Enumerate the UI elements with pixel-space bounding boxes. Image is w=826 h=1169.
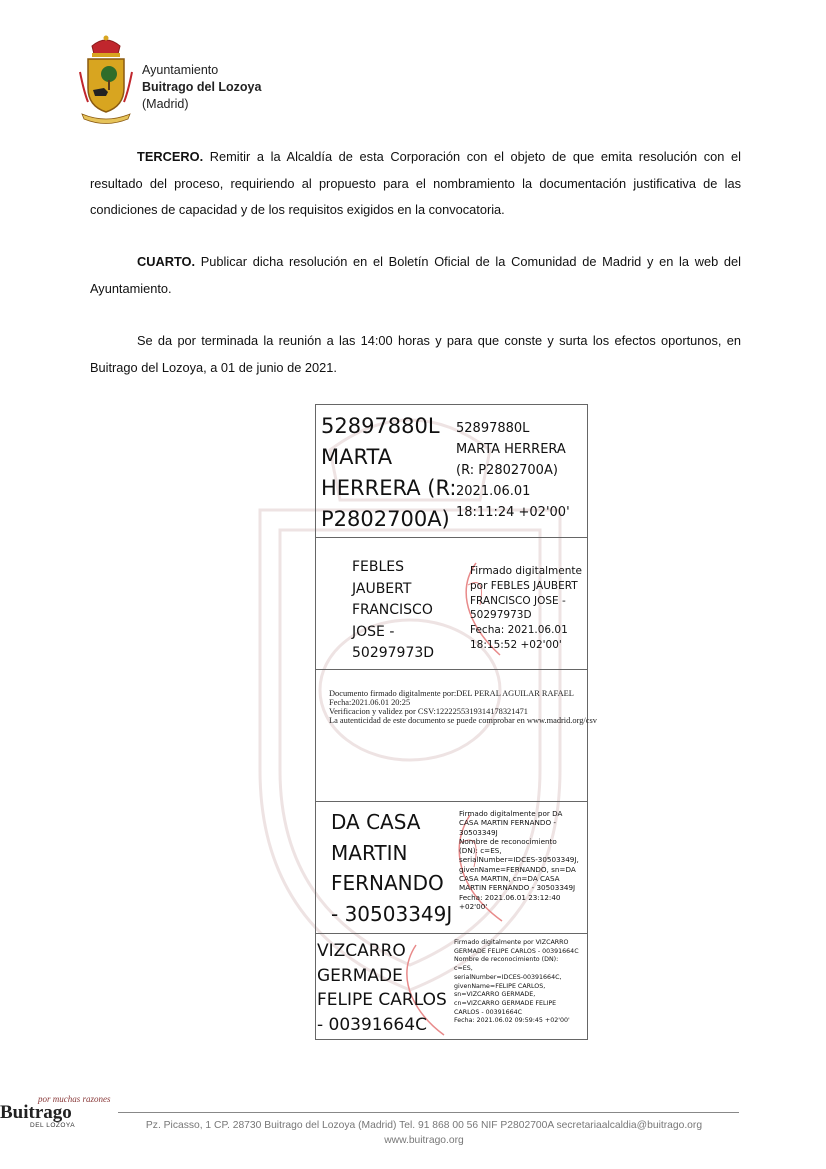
signature-box-3 <box>315 669 597 802</box>
signature-2-details: Firmado digitalmente por FEBLES JAUBERT FRANCISCO JOSE - 50297973D Fecha: 2021.06.01 18:15:52 +02'00' <box>470 565 582 651</box>
text-closing: Se da por terminada la reunión a las 14:00 horas y para que conste y surta los efectos oportunos, en Buitrago del Lozoya, a 01 de junio de 2021. <box>90 333 741 375</box>
paragraph-closing <box>90 328 741 381</box>
label-tercero: TERCERO. <box>137 149 204 164</box>
footer-logo-sub: DEL LOZOYA <box>30 1122 76 1129</box>
text-tercero: Remitir a la Alcaldía de esta Corporación con el objeto de que emita resolución con el resultado del proceso, requiriendo al propuesto para el nombramiento la documentación justificativa de las condiciones de capacidad y de los requisitos exigidos en la convocatoria. <box>90 149 741 217</box>
footer-logo-tagline: por muchas razones <box>38 1094 111 1104</box>
org-line-1: Ayuntamiento <box>142 63 219 77</box>
signature-1-details: 52897880L MARTA HERRERA (R: P2802700A) 2021.06.01 18:11:24 +02'00' <box>456 421 570 520</box>
footer-website: www.buitrago.org <box>384 1135 464 1146</box>
footer-address: Pz. Picasso, 1 CP. 28730 Buitrago del Lozoya (Madrid) Tel. 91 868 00 56 NIF P2802700A secretariaalcaldia@buitrago.org <box>145 1120 703 1131</box>
signature-box-1 <box>315 404 588 538</box>
signature-4-name: DA CASA MARTIN FERNANDO - 30503349J <box>331 810 453 926</box>
org-line-3: (Madrid) <box>142 97 189 111</box>
signature-box-5 <box>315 933 588 1040</box>
signature-5-name: VIZCARRO GERMADE FELIPE CARLOS - 00391664C <box>317 941 447 1035</box>
footer-logo-name: Buitrago <box>0 1102 72 1123</box>
org-line-2: Buitrago del Lozoya <box>142 80 262 94</box>
signature-box-2 <box>315 537 588 670</box>
paragraph-tercero <box>90 144 741 224</box>
signature-box-4 <box>315 801 588 934</box>
coat-of-arms-icon <box>78 32 134 124</box>
signature-5-details: Firmado digitalmente por VIZCARRO GERMADE FELIPE CARLOS - 00391664C Nombre de reconocimiento (DN): c=ES, serialNumber=IDCES-00391664C, givenName=FELIPE CARLOS, sn=VIZCARRO GERMADE, cn=VIZCARRO GERMADE FELIPE CARLOS - 00391664C Fecha: 2021.06.02 09:59:45 +02'00' <box>454 939 579 1025</box>
text-cuarto: Publicar dicha resolución en el Boletín Oficial de la Comunidad de Madrid y en la web del Ayuntamiento. <box>90 254 741 296</box>
label-cuarto: CUARTO. <box>137 254 196 269</box>
footer-divider <box>118 1112 739 1113</box>
signature-1-name: 52897880L MARTA HERRERA (R: P2802700A) <box>321 414 457 531</box>
footer-contact <box>110 1118 738 1148</box>
organization-name <box>142 62 261 113</box>
csv-verification-text: Documento firmado digitalmente por:DEL PERAL AGUILAR RAFAEL Fecha:2021.06.01 20:25 Verificacion y validez por CSV:1222255319314178321471 La autenticidad de este documento se puede comprobar en www.madrid.org/csv <box>329 689 597 725</box>
signature-2-name: FEBLES JAUBERT FRANCISCO JOSE - 50297973D <box>352 559 435 661</box>
paragraph-cuarto <box>90 249 741 302</box>
signature-4-details: Firmado digitalmente por DA CASA MARTIN FERNANDO - 30503349J Nombre de reconocimiento (DN): c=ES, serialNumber=IDCES-30503349J, givenName=FERNANDO, sn=DA CASA MARTIN, cn=DA CASA MARTIN FERNANDO - 30503349J Fecha: 2021.06.01 23:12:40 +02'00' <box>459 809 579 911</box>
